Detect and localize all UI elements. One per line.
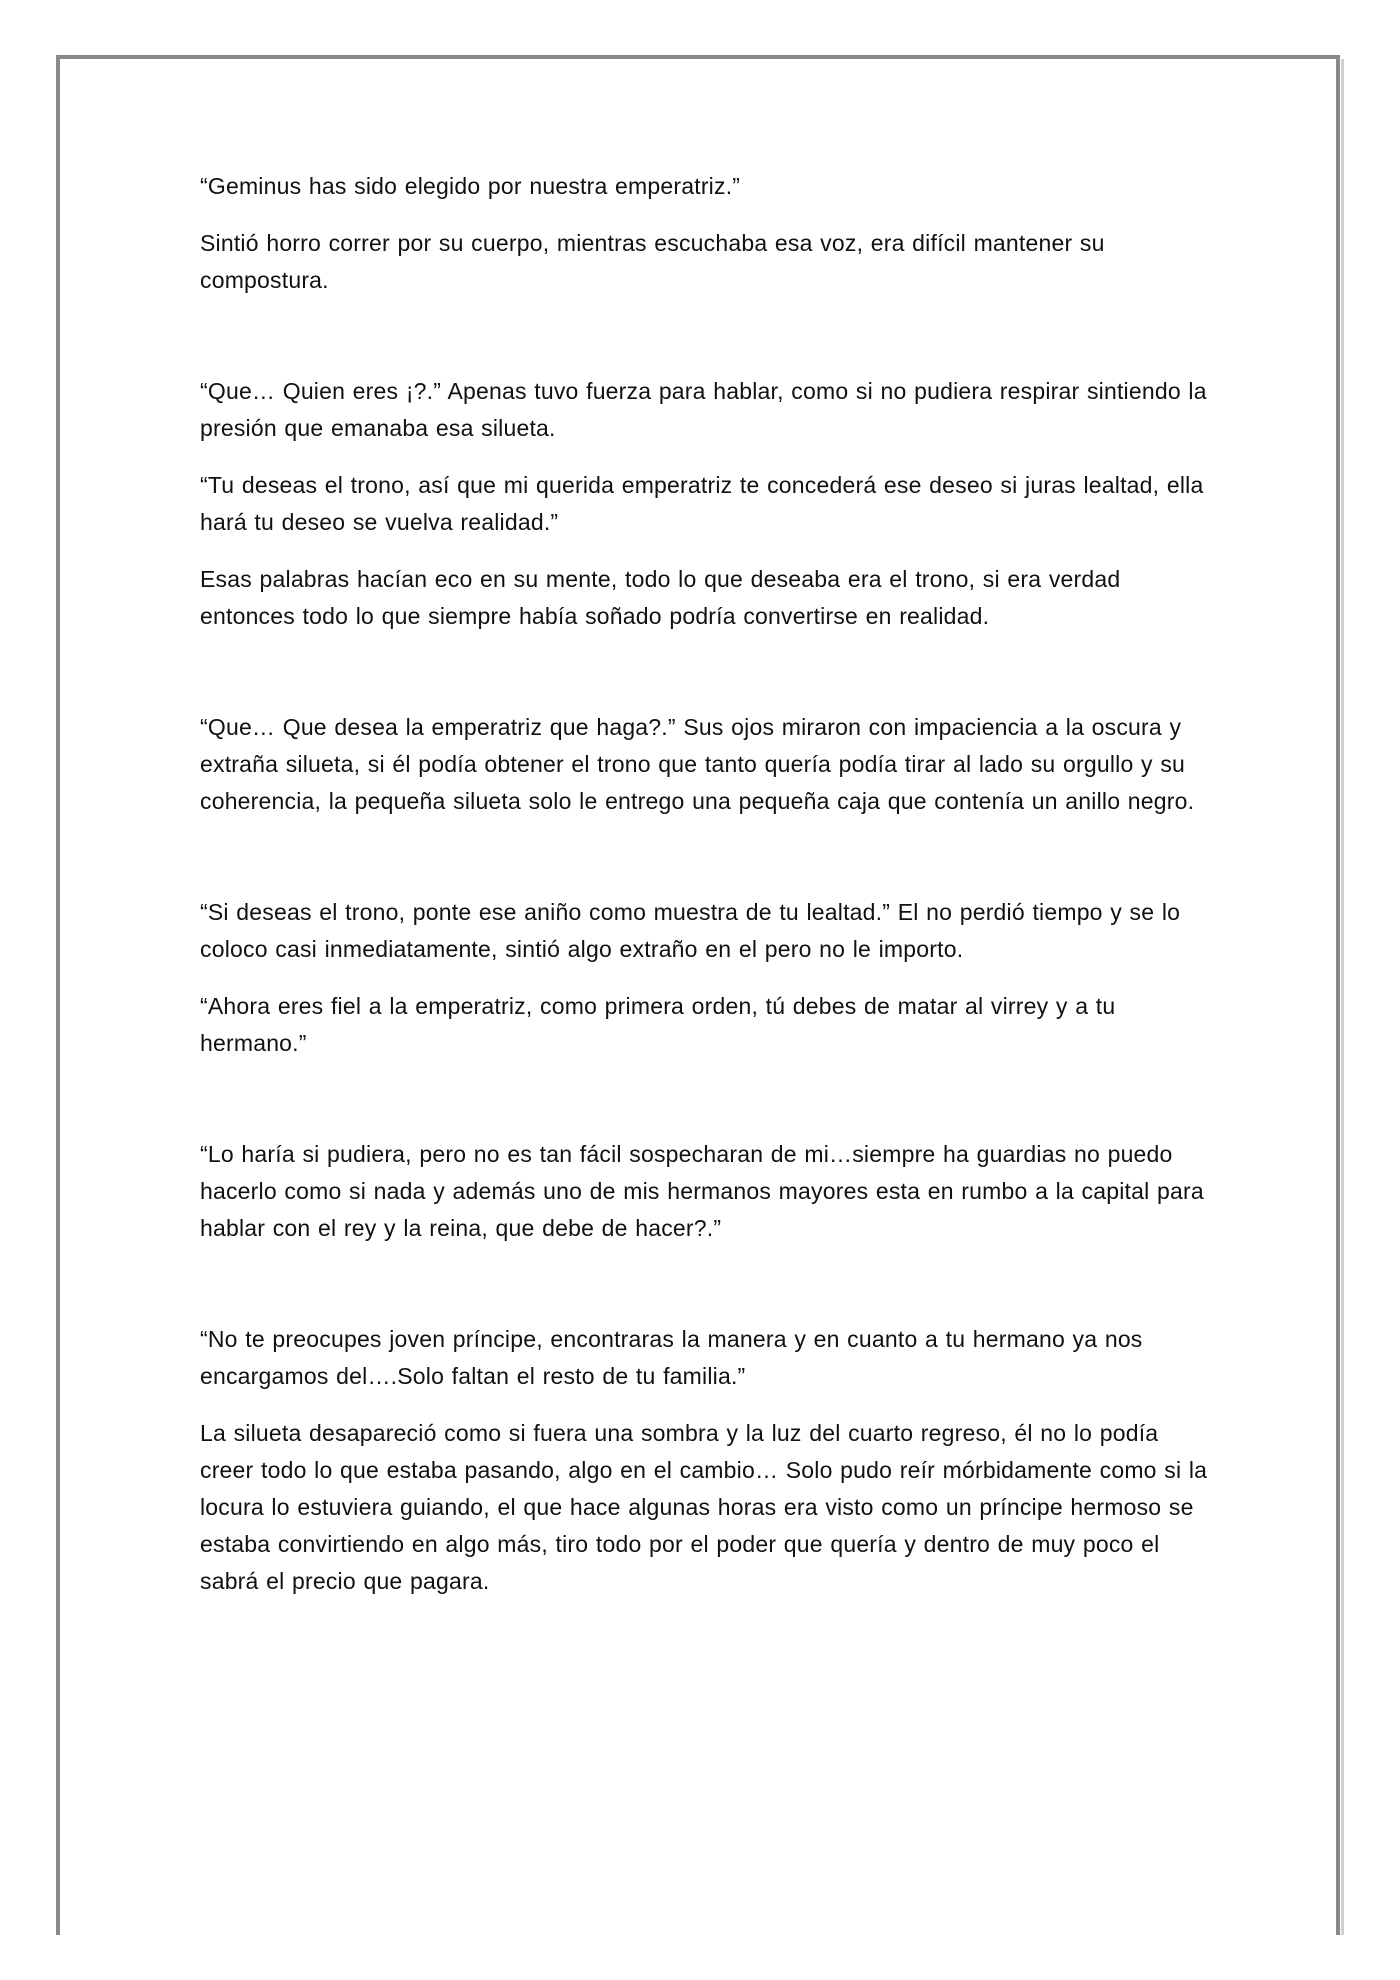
paragraph-5: Esas palabras hacían eco en su mente, todo lo que deseaba era el trono, si era verdad entonces todo lo que siempre había soñado podría convertirse en realidad. (200, 566, 1121, 629)
document-body (200, 168, 1210, 1600)
paragraph-9: “Lo haría si pudiera, pero no es tan fácil sospecharan de mi…siempre ha guardias no puedo hacerlo como si nada y además uno de mis hermanos mayores esta en rumbo a la capital para hablar con el rey y la reina, que debe de hacer?.” (200, 1141, 1204, 1241)
paragraph-2: Sintió horro correr por su cuerpo, mientras escuchaba esa voz, era difícil mantener su compostura. (200, 230, 1105, 293)
paragraph-1: “Geminus has sido elegido por nuestra emperatriz.” (200, 173, 741, 199)
paragraph-10: “No te preocupes joven príncipe, encontraras la manera y en cuanto a tu hermano ya nos encargamos del….Solo faltan el resto de tu familia.” (200, 1326, 1143, 1389)
paragraph-7: “Si deseas el trono, ponte ese aniño como muestra de tu lealtad.” El no perdió tiempo y se lo coloco casi inmediatamente, sintió algo extraño en el pero no le importo. (200, 899, 1181, 962)
paragraph-4: “Tu deseas el trono, así que mi querida emperatriz te concederá ese deseo si juras lealtad, ella hará tu deseo se vuelva realidad.” (200, 472, 1204, 535)
paragraph-6: “Que… Que desea la emperatriz que haga?.” Sus ojos miraron con impaciencia a la oscura y extraña silueta, si él podía obtener el trono que tanto quería podía tirar al lado su orgullo y su coherencia, la pequeña silueta solo le entrego una pequeña caja que contenía un anillo negro. (200, 714, 1195, 814)
paragraph-11: La silueta desapareció como si fuera una sombra y la luz del cuarto regreso, él no lo podía creer todo lo que estaba pasando, algo en el cambio… Solo pudo reír mórbidamente como si la locura lo estuviera guiando, el que hace algunas horas era visto como un príncipe hermoso se estaba convirtiendo en algo más, tiro todo por el poder que quería y dentro de muy poco el sabrá el precio que pagara. (200, 1420, 1208, 1594)
paragraph-3: “Que… Quien eres ¡?.” Apenas tuvo fuerza para hablar, como si no pudiera respirar sintiendo la presión que emanaba esa silueta. (200, 378, 1207, 441)
paragraph-8: “Ahora eres fiel a la emperatriz, como primera orden, tú debes de matar al virrey y a tu hermano.” (200, 993, 1116, 1056)
